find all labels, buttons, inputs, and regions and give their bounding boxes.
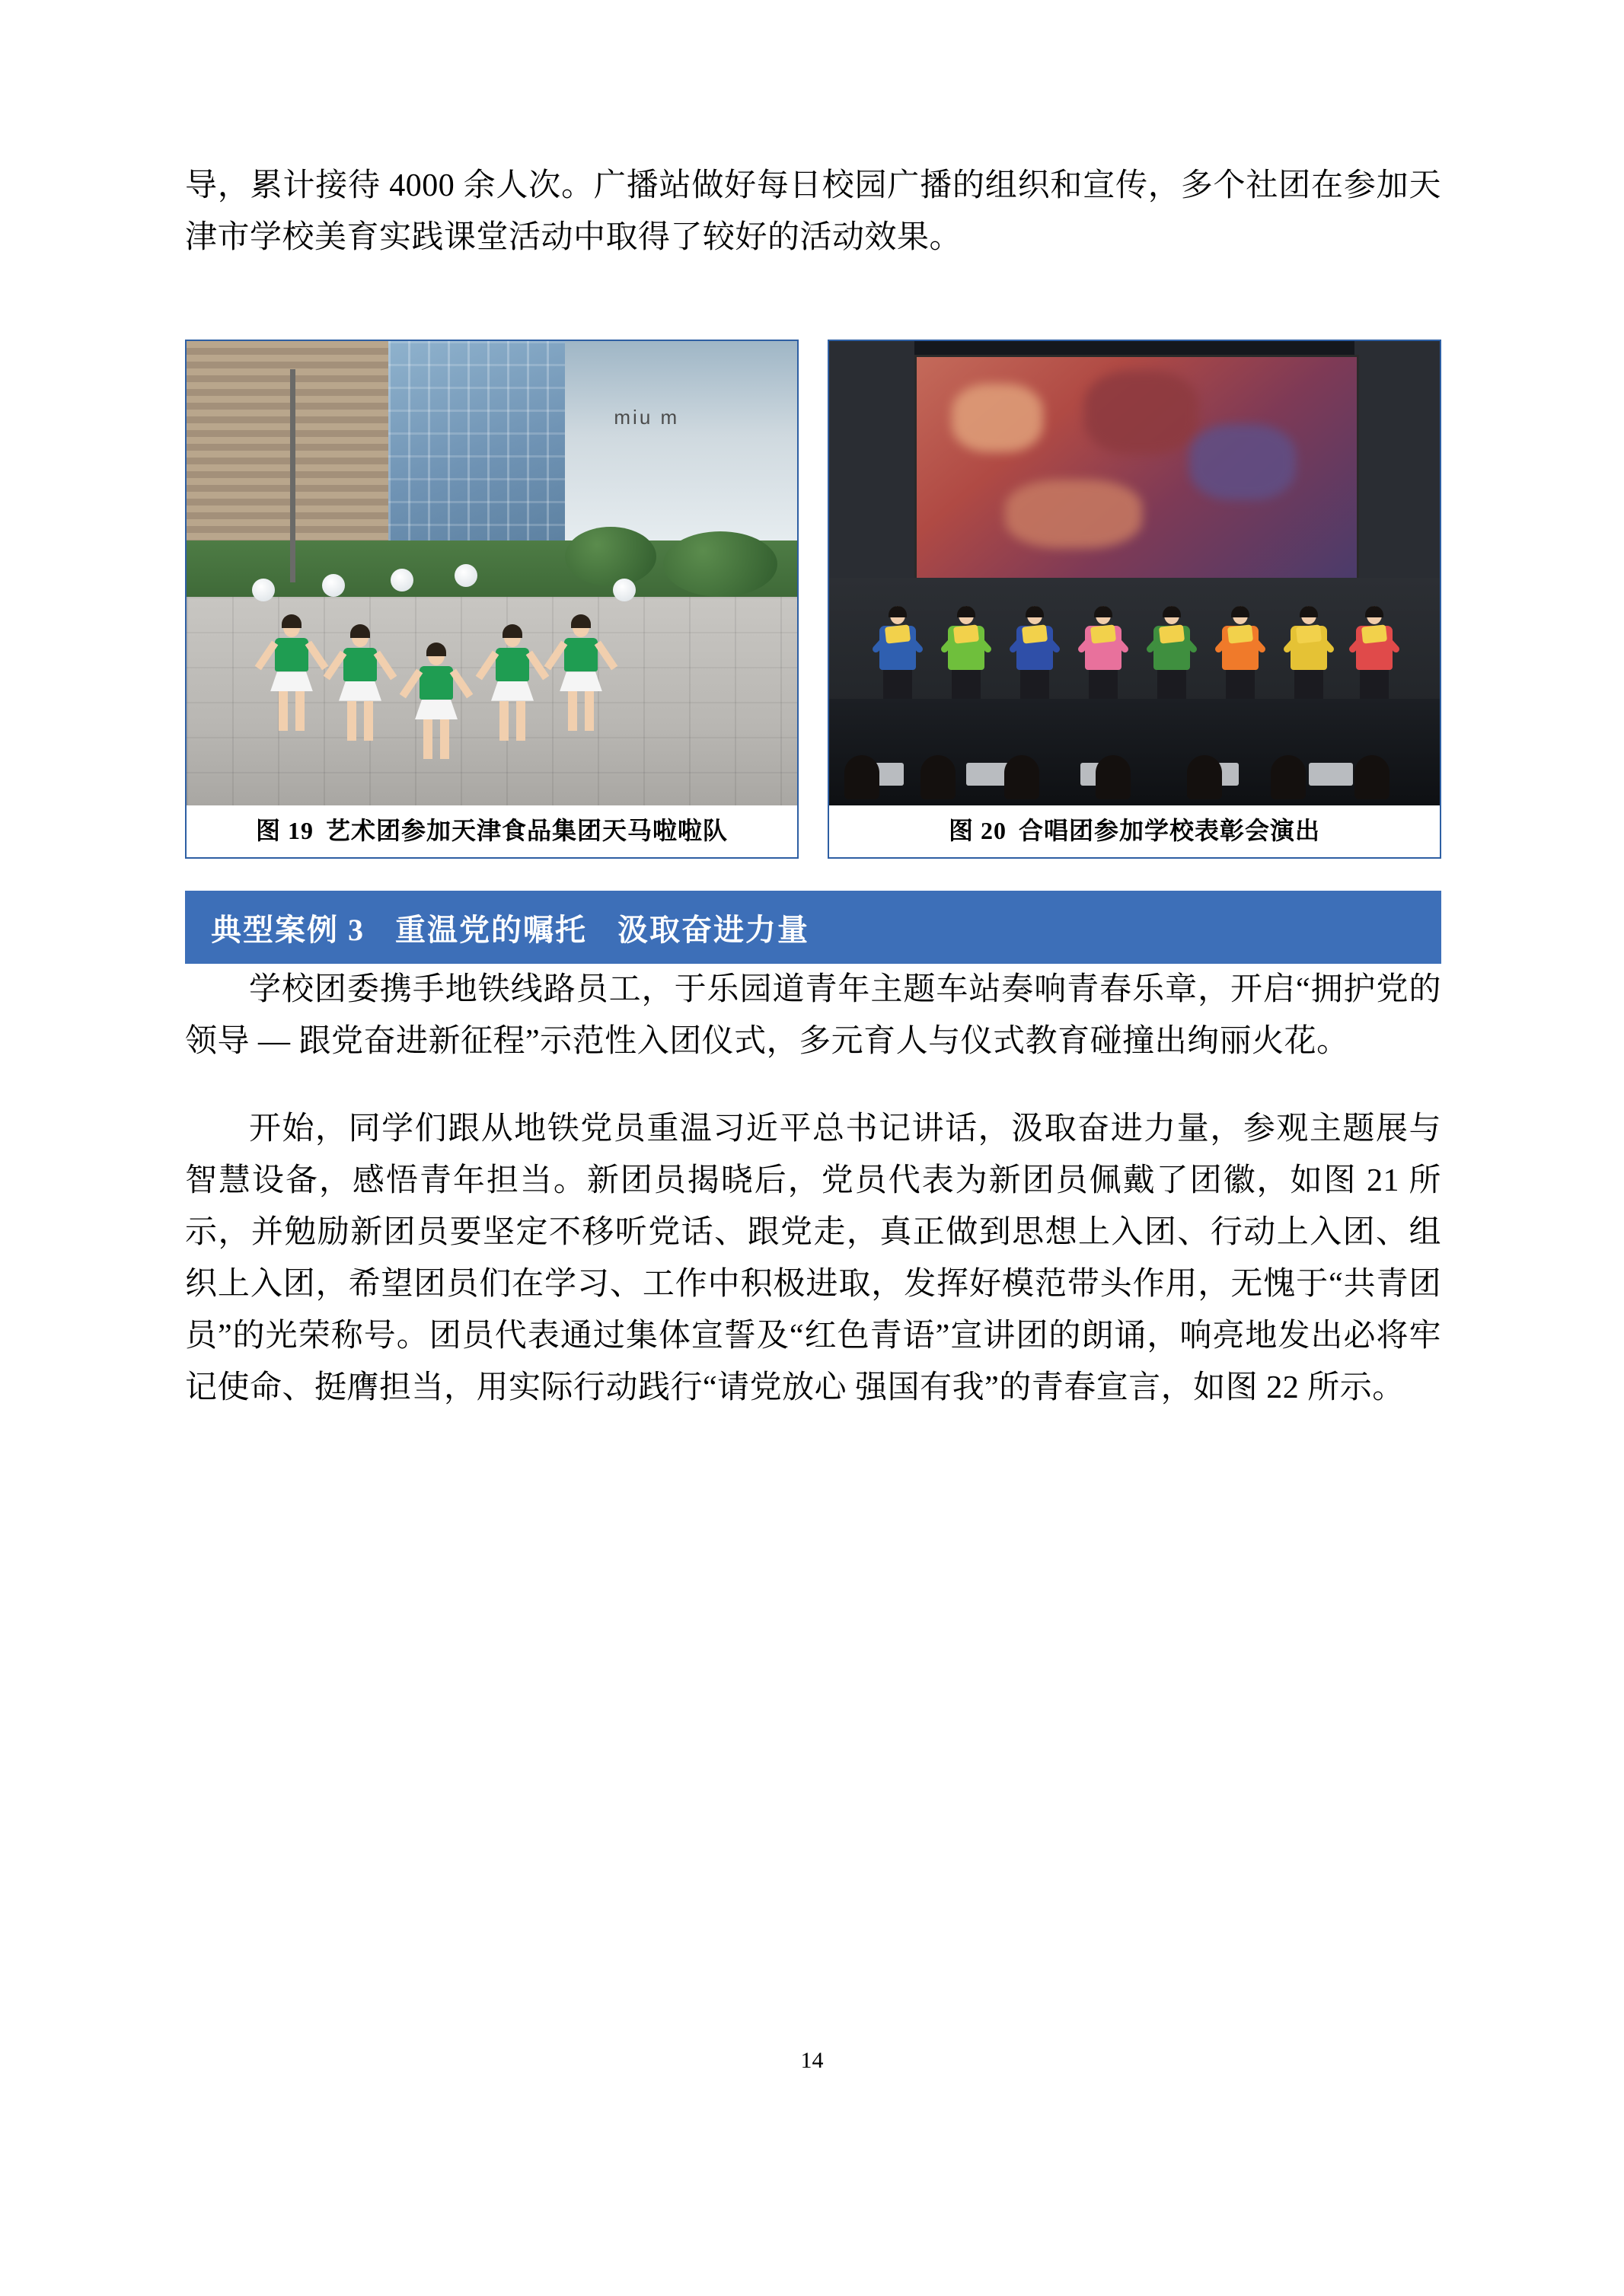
choir-member [1153,606,1190,703]
storefront-sign: miu m [614,406,680,429]
pom-pom [322,574,345,597]
figure-20-caption-text: 合唱团参加学校表彰会演出 [1019,817,1321,845]
audience-member [1004,755,1039,799]
page-content [185,160,1441,1414]
audience-member [1354,755,1389,799]
choir-member [1016,606,1053,703]
audience-member [1271,755,1306,799]
audience-member [920,755,956,799]
chair [1309,763,1353,786]
cheerleader [491,627,534,741]
figure-20-label: 图 20 [948,817,1007,845]
audience [829,699,1440,805]
choir-member [1291,606,1327,703]
paragraph-2: 学校团委携手地铁线路员工，于乐园道青年主题车站奏响青春乐章，开启“拥护党的领导 — 跟党奋进新征程”示范性入团仪式，多元育人与仪式教育碰撞出绚丽火花。 [185,972,1441,1060]
cheerleader [339,627,381,741]
choir-member [1222,606,1259,703]
stage-wall-left [829,341,914,582]
building-right [565,341,797,550]
page-number: 14 [800,2048,824,2073]
cheerleader [560,617,602,731]
pom-pom [252,579,275,601]
choir-member [948,606,984,703]
figure-20-caption [829,805,1440,857]
stage-screen [914,355,1358,582]
figure-row [185,340,1441,859]
case-banner-subtitle-a: 重温党的嘱托 [395,912,587,947]
lamp-pole [290,369,295,583]
choir-member [879,606,916,703]
case-banner-subtitle-b: 汲取奋进力量 [617,912,809,947]
bush [663,531,777,597]
figure-19-caption-text: 艺术团参加天津食品集团天马啦啦队 [326,817,729,845]
building-glass [388,341,572,555]
audience-member [1096,755,1131,799]
bush [565,527,656,586]
cheerleader [415,646,458,759]
audience-member [844,755,879,799]
paragraph-1: 导，累计接待 4000 余人次。广播站做好每日校园广播的组织和宣传，多个社团在参加天津市学校美育实践课堂活动中取得了较好的活动效果。 [185,168,1441,256]
case-study-banner [185,891,1441,964]
figure-19-image [187,341,797,805]
stage-floor [829,578,1440,703]
choir-member [1085,606,1121,703]
stage-wall-right [1354,341,1440,582]
figure-19-caption [187,805,797,857]
figure-20 [828,340,1441,859]
figure-20-image [829,341,1440,805]
case-banner-title: 典型案例 3 [211,912,365,947]
figure-19 [185,340,799,859]
cheerleader [270,617,313,731]
audience-member [1187,755,1222,799]
pom-pom [613,579,636,601]
choir-member [1356,606,1393,703]
figure-19-label: 图 19 [255,817,314,845]
paragraph-3: 开始，同学们跟从地铁党员重温习近平总书记讲话，汲取奋进力量，参观主题展与智慧设备，感悟青年担当。新团员揭晓后，党员代表为新团员佩戴了团徽，如图 21 所示，并勉励新团员要坚定不移听党话、跟党走，真正做到思想上入团、行动上入团、组织上入团，希望团员们在学习、工作中积极进取，发挥好模范带头作用，无愧于“共青团员”的光荣称号。团员代表通过集体宣誓及“红色青语”宣讲团的朗诵，响亮地发出必将牢记使命、挺膺担当，用实际行动践行“请党放心 强国有我”的青春宣言，如图 22 所示。 [185,1111,1441,1405]
